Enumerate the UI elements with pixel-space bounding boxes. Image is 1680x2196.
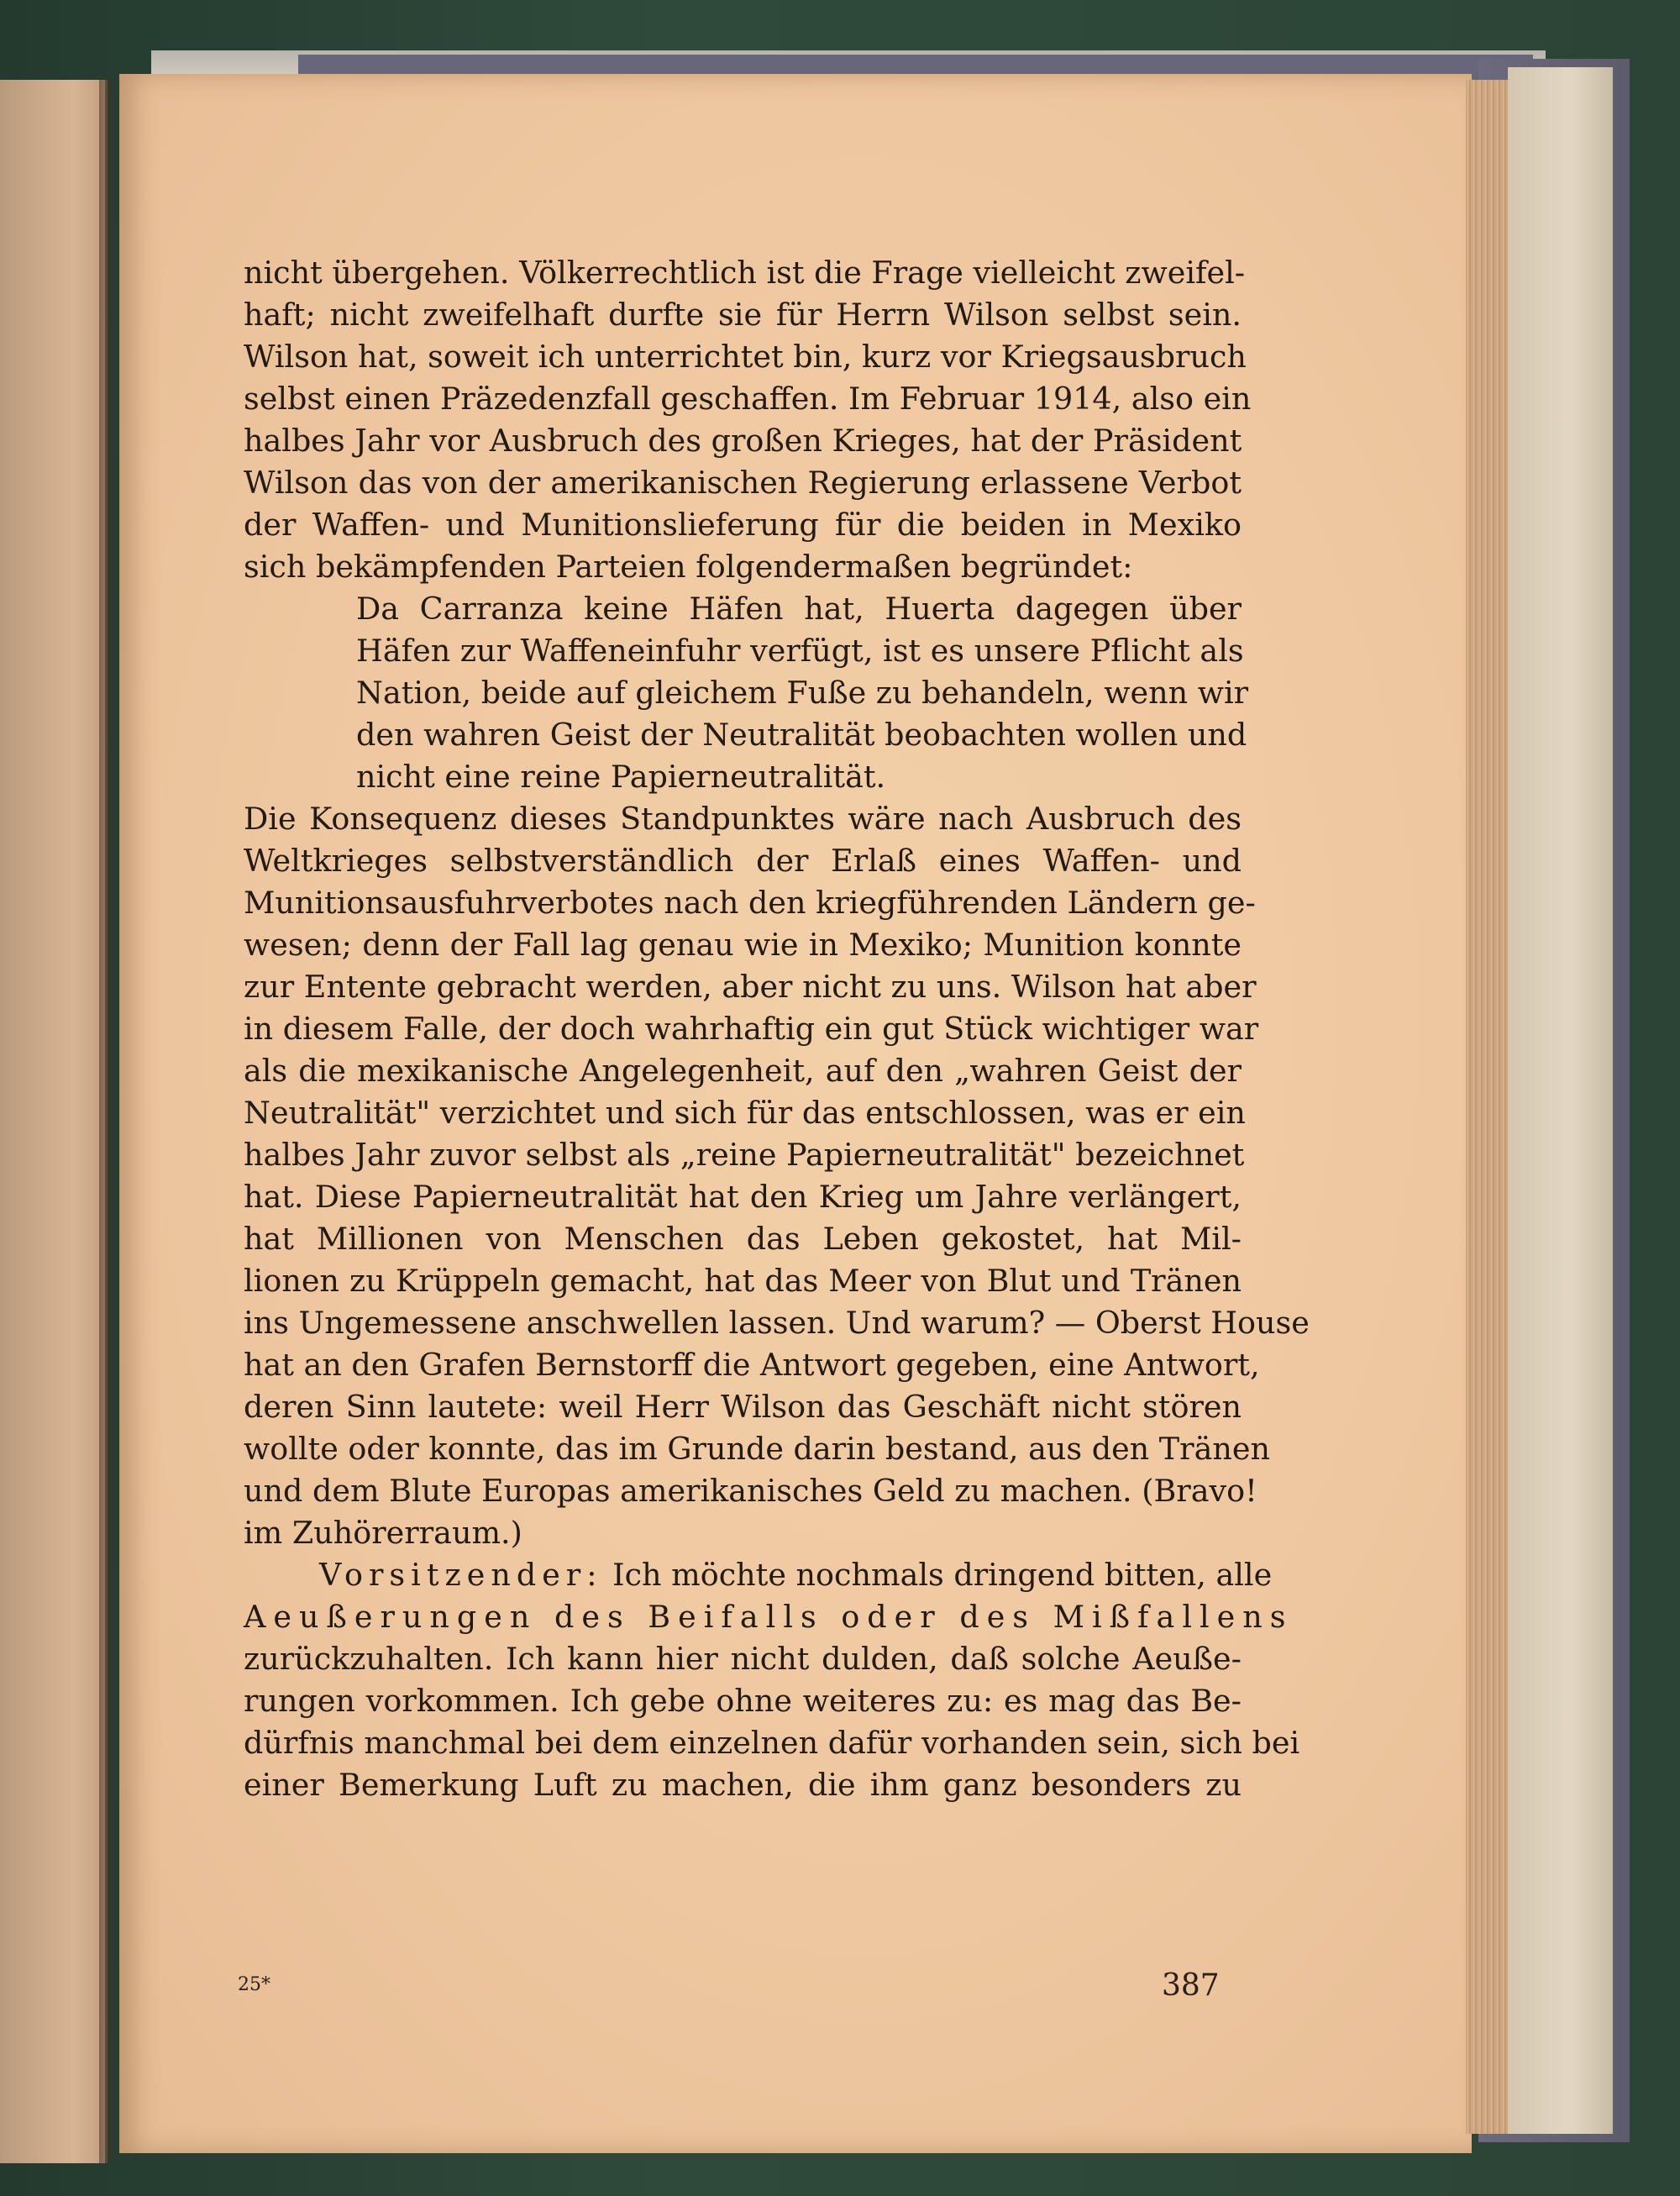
text-line: halbes Jahr vor Ausbruch des großen Krieges, hat der Präsident [244,423,1242,459]
paragraph-1 [244,252,1252,588]
text-line: zur Entente gebracht werden, aber nicht zu uns. Wilson hat aber [244,969,1257,1005]
text-line: wesen; denn der Fall lag genau wie in Mexiko; Munition konnte [244,927,1242,963]
text-line: hat Millionen von Menschen das Leben gekostet, hat Mil- [244,1221,1242,1257]
text-line: deren Sinn lautete: weil Herr Wilson das Geschäft nicht stören [244,1389,1242,1425]
text-line: rungen vorkommen. Ich gebe ohne weiteres zu: es mag das Be- [244,1683,1242,1719]
block-quote [356,588,1249,798]
text-line: nicht übergehen. Völkerrechtlich ist die Frage vielleicht zweifel- [244,255,1246,291]
text-line: selbst einen Präzedenzfall geschaffen. Im Februar 1914, also ein [244,381,1252,417]
spaced-emphasis-line: Aeußerungen des Beifalls oder des Mißfallens [244,1599,1294,1635]
paragraph-3 [244,1554,1300,1806]
text-line: halbes Jahr zuvor selbst als „reine Papierneutralität" bezeichnet [244,1137,1245,1173]
text-line: hat an den Grafen Bernstorff die Antwort gegeben, eine Antwort, [244,1347,1260,1383]
text-line: ins Ungemessene anschwellen lassen. Und warum? — Oberst House [244,1305,1310,1341]
text-line: Neutralität" verzichtet und sich für das entschlossen, was er ein [244,1095,1246,1131]
text-line: hat. Diese Papierneutralität hat den Krieg um Jahre verlängert, [244,1179,1242,1215]
page-number: 387 [1162,1968,1220,2003]
text-line: dürfnis manchmal bei dem einzelnen dafür vorhanden sein, sich bei [244,1725,1300,1761]
speaker-text: Ich möchte nochmals dringend bitten, alle [612,1557,1273,1593]
quote-line: nicht eine reine Papierneutralität. [356,759,886,795]
text-line: Weltkrieges selbstverständlich der Erlaß eines Waffen- und [244,843,1242,879]
quote-line: den wahren Geist der Neutralität beobachten wollen und [356,717,1247,753]
text-line: im Zuhörerraum.) [244,1515,522,1551]
text-line: Wilson das von der amerikanischen Regierung erlassene Verbot [244,465,1242,501]
right-board [1508,67,1613,2134]
text-line: zurückzuhalten. Ich kann hier nicht dulden, daß solche Aeuße- [244,1641,1242,1677]
left-page-edge [0,80,108,2163]
speaker-line [244,1554,1273,1596]
text-line: der Waffen- und Munitionslieferung für die beiden in Mexiko [244,507,1242,543]
quote-line: Da Carranza keine Häfen hat, Huerta dagegen über [356,591,1242,627]
text-line: haft; nicht zweifelhaft durfte sie für Herrn Wilson selbst sein. [244,297,1242,333]
quote-line: Nation, beide auf gleichem Fuße zu behandeln, wenn wir [356,675,1249,711]
text-line: Die Konsequenz dieses Standpunktes wäre nach Ausbruch des [244,801,1242,837]
quote-line: Häfen zur Waffeneinfuhr verfügt, ist es unsere Pflicht als [356,633,1244,669]
paragraph-2 [244,798,1310,1554]
text-line: Wilson hat, soweit ich unterrichtet bin, kurz vor Kriegsausbruch [244,339,1247,375]
page-stack-edge [1466,80,1508,2134]
signature-mark: 25* [238,1974,270,1995]
text-line: wollte oder konnte, das im Grunde darin bestand, aus den Tränen [244,1431,1270,1467]
text-line: einer Bemerkung Luft zu machen, die ihm ganz besonders zu [244,1767,1242,1803]
text-line: in diesem Falle, der doch wahrhaftig ein gut Stück wichtiger war [244,1011,1259,1047]
text-line: Munitionsausfuhrverbotes nach den kriegführenden Ländern ge- [244,885,1256,921]
text-line: und dem Blute Europas amerikanisches Geld zu machen. (Bravo! [244,1473,1257,1509]
text-line: lionen zu Krüppeln gemacht, hat das Meer von Blut und Tränen [244,1263,1242,1299]
text-line: sich bekämpfenden Parteien folgendermaßen begründet: [244,549,1133,585]
speaker-label: Vorsitzender: [319,1557,603,1593]
text-line: als die mexikanische Angelegenheit, auf den „wahren Geist der [244,1053,1242,1089]
page-text [244,252,1310,1806]
gutter-shadow [99,80,121,2163]
